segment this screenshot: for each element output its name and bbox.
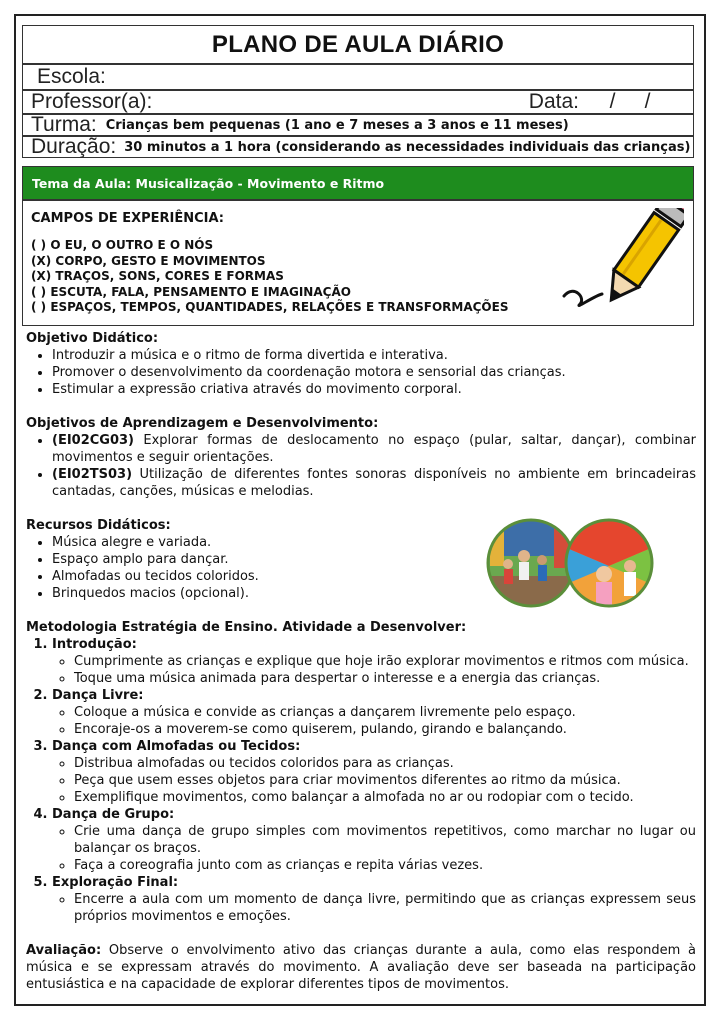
metodologia-title: Metodologia Estratégia de Ensino. Atividade a Desenvolver: — [26, 620, 467, 635]
list-item: • Promover o desenvolvimento da coordenação motora e sensorial das crianças. — [52, 364, 696, 381]
main-content — [26, 330, 696, 993]
step-title: Dança de Grupo: — [52, 807, 175, 822]
campo-item: (X) TRAÇOS, SONS, CORES E FORMAS — [31, 269, 284, 283]
turma-value: Crianças bem pequenas (1 ano e 7 meses a 3 anos e 11 meses) — [105, 117, 569, 133]
step-item — [52, 687, 696, 738]
recursos-title: Recursos Didáticos: — [26, 518, 171, 533]
data-label: Data: — [528, 90, 579, 113]
professor-row — [22, 90, 694, 114]
list-item — [52, 432, 696, 466]
turma-row — [22, 114, 694, 136]
list-item: ◦ Encerre a aula com um momento de dança livre, permitindo que as crianças expressem seus próprios movimentos e emoções. — [74, 891, 696, 925]
tema-bar: Tema da Aula: Musicalização - Movimento e Ritmo — [22, 166, 694, 200]
bncc-text: Explorar formas de deslocamento no espaço (pular, saltar, dançar), combinar movimentos e seguir orientações. — [52, 433, 696, 465]
campo-item: (X) CORPO, GESTO E MOVIMENTOS — [31, 253, 266, 268]
step-title: Dança Livre: — [52, 688, 144, 703]
escola-label: Escola: — [37, 65, 106, 88]
list-item: ◦ Encoraje-os a moverem-se como quiserem, pulando, girando e balançando. — [74, 721, 696, 738]
objetivo-list — [26, 347, 696, 398]
list-item: ◦ Toque uma música animada para despertar o interesse e a energia das crianças. — [74, 670, 696, 687]
avaliacao-label: Avaliação: — [26, 943, 102, 958]
step-title: Introdução: — [52, 637, 137, 652]
list-item: ◦ Faça a coreografia junto com as crianças e repita várias vezes. — [74, 857, 696, 874]
list-item — [52, 466, 696, 500]
list-item: ◦ Cumprimente as crianças e explique que hoje irão explorar movimentos e ritmos com música. — [74, 653, 696, 670]
step-title: Exploração Final: — [52, 875, 179, 890]
bncc-code: (EI02TS03) — [52, 467, 133, 482]
dancing-children-photos — [484, 516, 658, 610]
bncc-code: (EI02CG03) — [52, 433, 134, 448]
campo-item: ( ) O EU, O OUTRO E O NÓS — [31, 238, 214, 252]
list-item: • Estimular a expressão criativa através do movimento corporal. — [52, 381, 696, 398]
campo-item: ( ) ESCUTA, FALA, PENSAMENTO E IMAGINAÇÃO — [31, 284, 351, 299]
page-title: PLANO DE AULA DIÁRIO — [211, 30, 505, 58]
pencil-icon — [560, 208, 684, 312]
escola-row — [22, 64, 694, 90]
step-item — [52, 806, 696, 874]
photo-children-dancing — [484, 516, 578, 610]
title-box — [22, 25, 694, 64]
step-title: Dança com Almofadas ou Tecidos: — [52, 739, 301, 754]
photo-children-fabric — [562, 516, 656, 610]
duracao-row — [22, 136, 694, 158]
list-item: ◦ Peça que usem esses objetos para criar movimentos diferentes ao ritmo da música. — [74, 772, 696, 789]
professor-label: Professor(a): — [31, 90, 153, 113]
list-item: • Introduzir a música e o ritmo de forma divertida e interativa. — [52, 347, 696, 364]
objetivos-ap-list — [26, 432, 696, 500]
avaliacao-paragraph — [26, 942, 696, 993]
list-item: • Música alegre e variada. — [52, 534, 696, 551]
list-item: • Almofadas ou tecidos coloridos. — [52, 568, 696, 585]
objetivos-ap-title: Objetivos de Aprendizagem e Desenvolvimento: — [26, 416, 379, 431]
objetivo-title: Objetivo Didático: — [26, 331, 159, 346]
data-value: / / — [609, 90, 651, 113]
list-item: • Espaço amplo para dançar. — [52, 551, 696, 568]
list-item: • Brinquedos macios (opcional). — [52, 585, 696, 602]
campos-title: CAMPOS DE EXPERIÊNCIA: — [31, 211, 225, 226]
list-item: ◦ Exemplifique movimentos, como balançar a almofada no ar ou rodopiar com o tecido. — [74, 789, 696, 806]
duracao-value: 30 minutos a 1 hora (considerando as necessidades individuais das crianças) — [124, 139, 691, 155]
step-item — [52, 874, 696, 925]
list-item: ◦ Crie uma dança de grupo simples com movimentos repetitivos, como marchar no lugar ou balançar os braços. — [74, 823, 696, 857]
metodologia-steps — [26, 636, 696, 925]
step-item — [52, 636, 696, 687]
campo-item: ( ) ESPAÇOS, TEMPOS, QUANTIDADES, RELAÇÕES E TRANSFORMAÇÕES — [31, 300, 509, 314]
turma-label: Turma: — [31, 113, 97, 136]
bncc-text: Utilização de diferentes fontes sonoras disponíveis no ambiente em brincadeiras cantadas, canções, músicas e melodias. — [52, 467, 696, 499]
step-item — [52, 738, 696, 806]
duracao-label: Duração: — [31, 135, 117, 158]
list-item: ◦ Coloque a música e convide as crianças a dançarem livremente pelo espaço. — [74, 704, 696, 721]
list-item: ◦ Distribua almofadas ou tecidos coloridos para as crianças. — [74, 755, 696, 772]
avaliacao-text: Observe o envolvimento ativo das crianças durante a aula, como elas respondem à música e se expressam através do movimento. A avaliação deve ser baseada na participação entusiástica e na capacidade de explorar diferentes tipos de movimentos. — [26, 943, 696, 992]
